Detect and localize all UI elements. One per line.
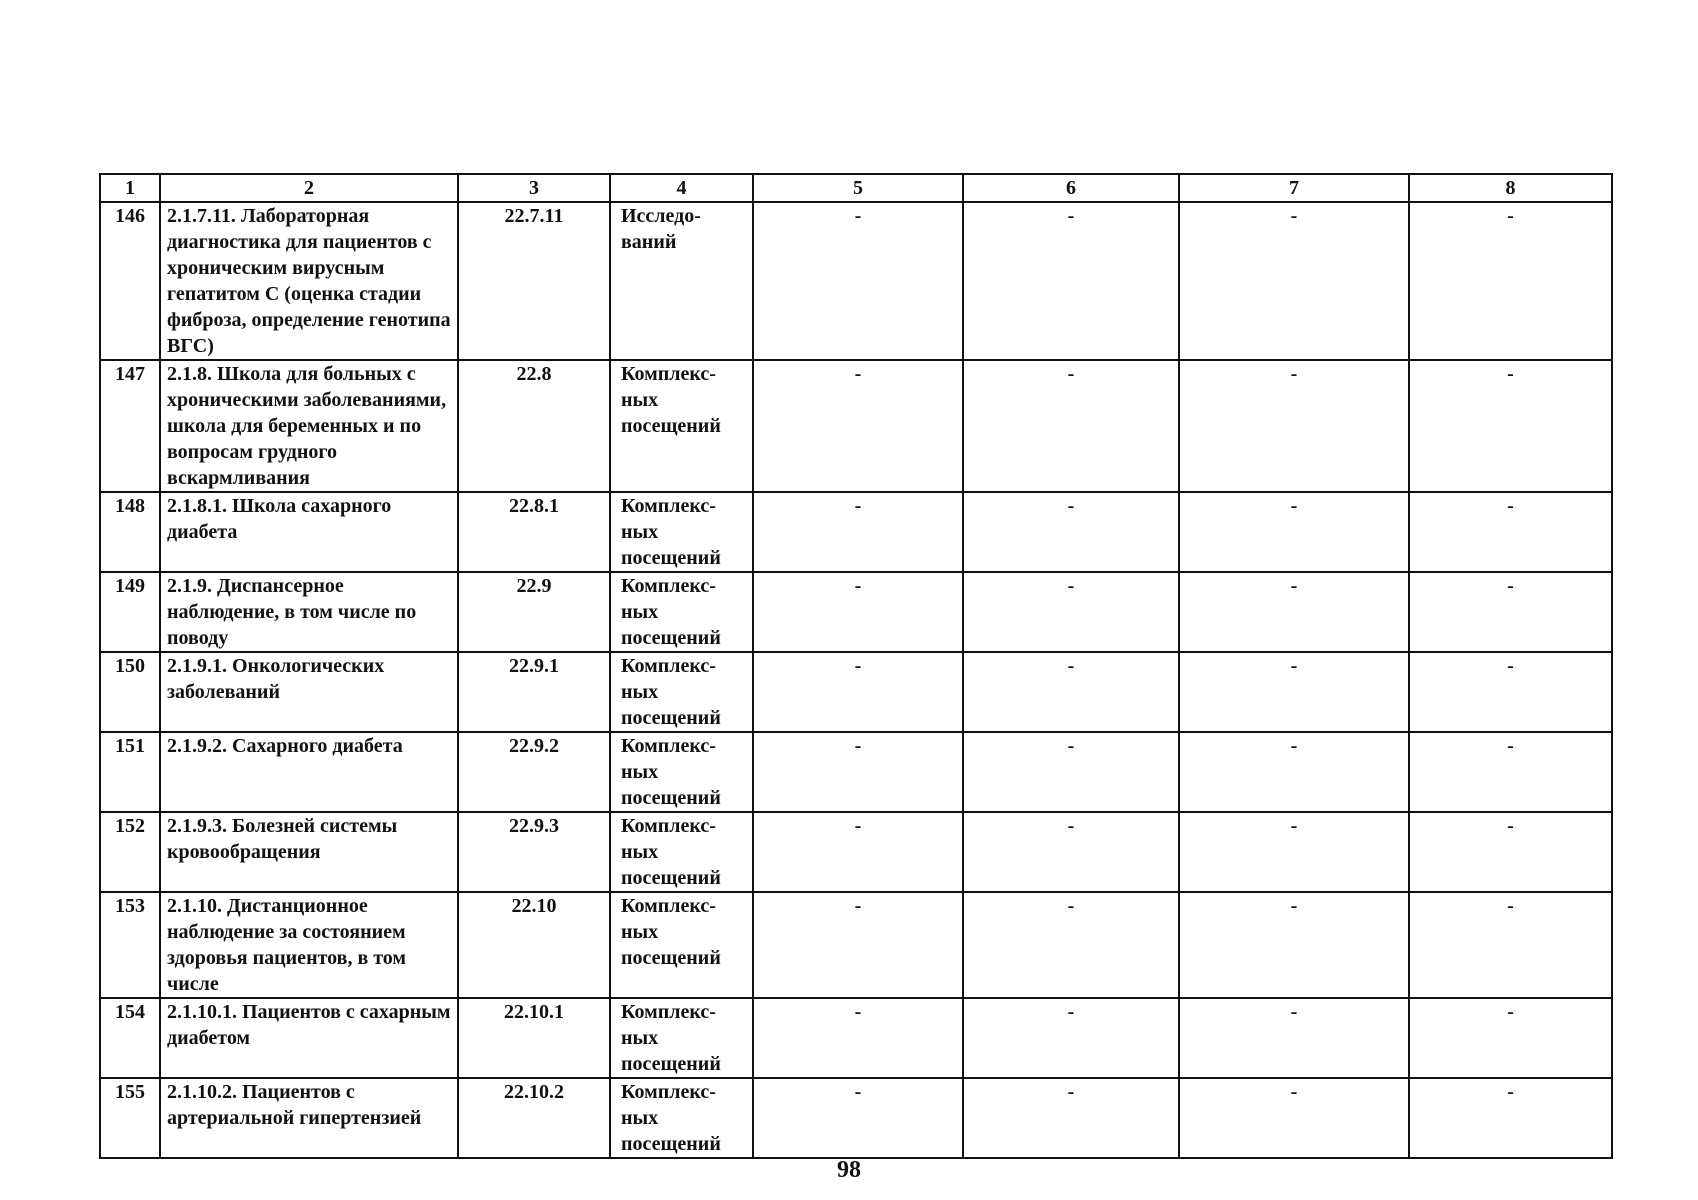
row-col-8: - <box>1409 652 1612 732</box>
row-unit: Комплекс-ных посещений <box>610 652 753 732</box>
row-code: 22.9.3 <box>458 812 610 892</box>
row-col-6: - <box>963 892 1179 998</box>
row-col-8: - <box>1409 892 1612 998</box>
row-col-6: - <box>963 812 1179 892</box>
row-name: 2.1.10.2. Пациентов с артериальной гипертензией <box>160 1078 458 1158</box>
table-row <box>100 892 1612 998</box>
row-col-7: - <box>1179 892 1409 998</box>
row-number: 147 <box>100 360 160 492</box>
row-col-5: - <box>753 998 963 1078</box>
header-col-3: 3 <box>458 174 610 202</box>
row-code: 22.10 <box>458 892 610 998</box>
row-unit: Исследо-ваний <box>610 202 753 360</box>
row-col-6: - <box>963 1078 1179 1158</box>
row-code: 22.9.2 <box>458 732 610 812</box>
row-col-5: - <box>753 652 963 732</box>
row-number: 146 <box>100 202 160 360</box>
header-col-5: 5 <box>753 174 963 202</box>
row-unit: Комплекс-ных посещений <box>610 360 753 492</box>
row-col-5: - <box>753 202 963 360</box>
row-col-7: - <box>1179 998 1409 1078</box>
table-row <box>100 812 1612 892</box>
row-code: 22.10.1 <box>458 998 610 1078</box>
row-col-8: - <box>1409 492 1612 572</box>
row-code: 22.8 <box>458 360 610 492</box>
header-row <box>100 174 1612 202</box>
row-col-8: - <box>1409 202 1612 360</box>
row-unit: Комплекс-ных посещений <box>610 812 753 892</box>
row-col-6: - <box>963 202 1179 360</box>
row-col-6: - <box>963 732 1179 812</box>
row-code: 22.9 <box>458 572 610 652</box>
row-name: 2.1.8. Школа для больных с хроническими заболеваниями, школа для беременных и по вопросам грудного вскармливания <box>160 360 458 492</box>
row-col-5: - <box>753 360 963 492</box>
row-unit: Комплекс-ных посещений <box>610 732 753 812</box>
row-number: 154 <box>100 998 160 1078</box>
row-number: 151 <box>100 732 160 812</box>
header-col-1: 1 <box>100 174 160 202</box>
row-col-7: - <box>1179 202 1409 360</box>
data-table <box>99 173 1613 1159</box>
row-code: 22.8.1 <box>458 492 610 572</box>
table-header <box>100 174 1612 202</box>
row-col-5: - <box>753 492 963 572</box>
row-col-8: - <box>1409 1078 1612 1158</box>
row-name: 2.1.7.11. Лабораторная диагностика для пациентов с хроническим вирусным гепатитом С (оценка стадии фиброза, определение генотипа ВГС) <box>160 202 458 360</box>
row-number: 153 <box>100 892 160 998</box>
table-body <box>100 202 1612 1158</box>
row-col-8: - <box>1409 572 1612 652</box>
row-unit: Комплекс-ных посещений <box>610 492 753 572</box>
header-col-8: 8 <box>1409 174 1612 202</box>
row-col-5: - <box>753 812 963 892</box>
table-row <box>100 202 1612 360</box>
page-number: 98 <box>837 1157 861 1183</box>
row-name: 2.1.9. Диспансерное наблюдение, в том числе по поводу <box>160 572 458 652</box>
row-number: 148 <box>100 492 160 572</box>
table-row <box>100 572 1612 652</box>
header-col-7: 7 <box>1179 174 1409 202</box>
row-number: 149 <box>100 572 160 652</box>
row-unit: Комплекс-ных посещений <box>610 572 753 652</box>
row-number: 152 <box>100 812 160 892</box>
table-row <box>100 732 1612 812</box>
row-code: 22.7.11 <box>458 202 610 360</box>
row-col-7: - <box>1179 652 1409 732</box>
row-col-6: - <box>963 652 1179 732</box>
row-name: 2.1.10. Дистанционное наблюдение за состоянием здоровья пациентов, в том числе <box>160 892 458 998</box>
row-unit: Комплекс-ных посещений <box>610 998 753 1078</box>
table-row <box>100 492 1612 572</box>
row-code: 22.9.1 <box>458 652 610 732</box>
row-col-5: - <box>753 732 963 812</box>
row-col-6: - <box>963 492 1179 572</box>
row-col-7: - <box>1179 360 1409 492</box>
row-col-5: - <box>753 572 963 652</box>
row-name: 2.1.9.1. Онкологических заболеваний <box>160 652 458 732</box>
row-col-6: - <box>963 572 1179 652</box>
row-col-5: - <box>753 1078 963 1158</box>
row-col-7: - <box>1179 492 1409 572</box>
row-col-7: - <box>1179 732 1409 812</box>
row-col-8: - <box>1409 998 1612 1078</box>
table-row <box>100 998 1612 1078</box>
row-name: 2.1.10.1. Пациентов с сахарным диабетом <box>160 998 458 1078</box>
row-unit: Комплекс-ных посещений <box>610 892 753 998</box>
row-col-6: - <box>963 360 1179 492</box>
table-row <box>100 652 1612 732</box>
table-row <box>100 360 1612 492</box>
table-row <box>100 1078 1612 1158</box>
row-unit: Комплекс-ных посещений <box>610 1078 753 1158</box>
header-col-4: 4 <box>610 174 753 202</box>
row-col-8: - <box>1409 732 1612 812</box>
row-number: 150 <box>100 652 160 732</box>
row-col-6: - <box>963 998 1179 1078</box>
header-col-6: 6 <box>963 174 1179 202</box>
row-col-7: - <box>1179 1078 1409 1158</box>
row-name: 2.1.9.3. Болезней системы кровообращения <box>160 812 458 892</box>
row-col-7: - <box>1179 572 1409 652</box>
row-name: 2.1.9.2. Сахарного диабета <box>160 732 458 812</box>
row-col-5: - <box>753 892 963 998</box>
row-col-8: - <box>1409 360 1612 492</box>
row-col-7: - <box>1179 812 1409 892</box>
row-col-8: - <box>1409 812 1612 892</box>
row-number: 155 <box>100 1078 160 1158</box>
row-code: 22.10.2 <box>458 1078 610 1158</box>
header-col-2: 2 <box>160 174 458 202</box>
row-name: 2.1.8.1. Школа сахарного диабета <box>160 492 458 572</box>
